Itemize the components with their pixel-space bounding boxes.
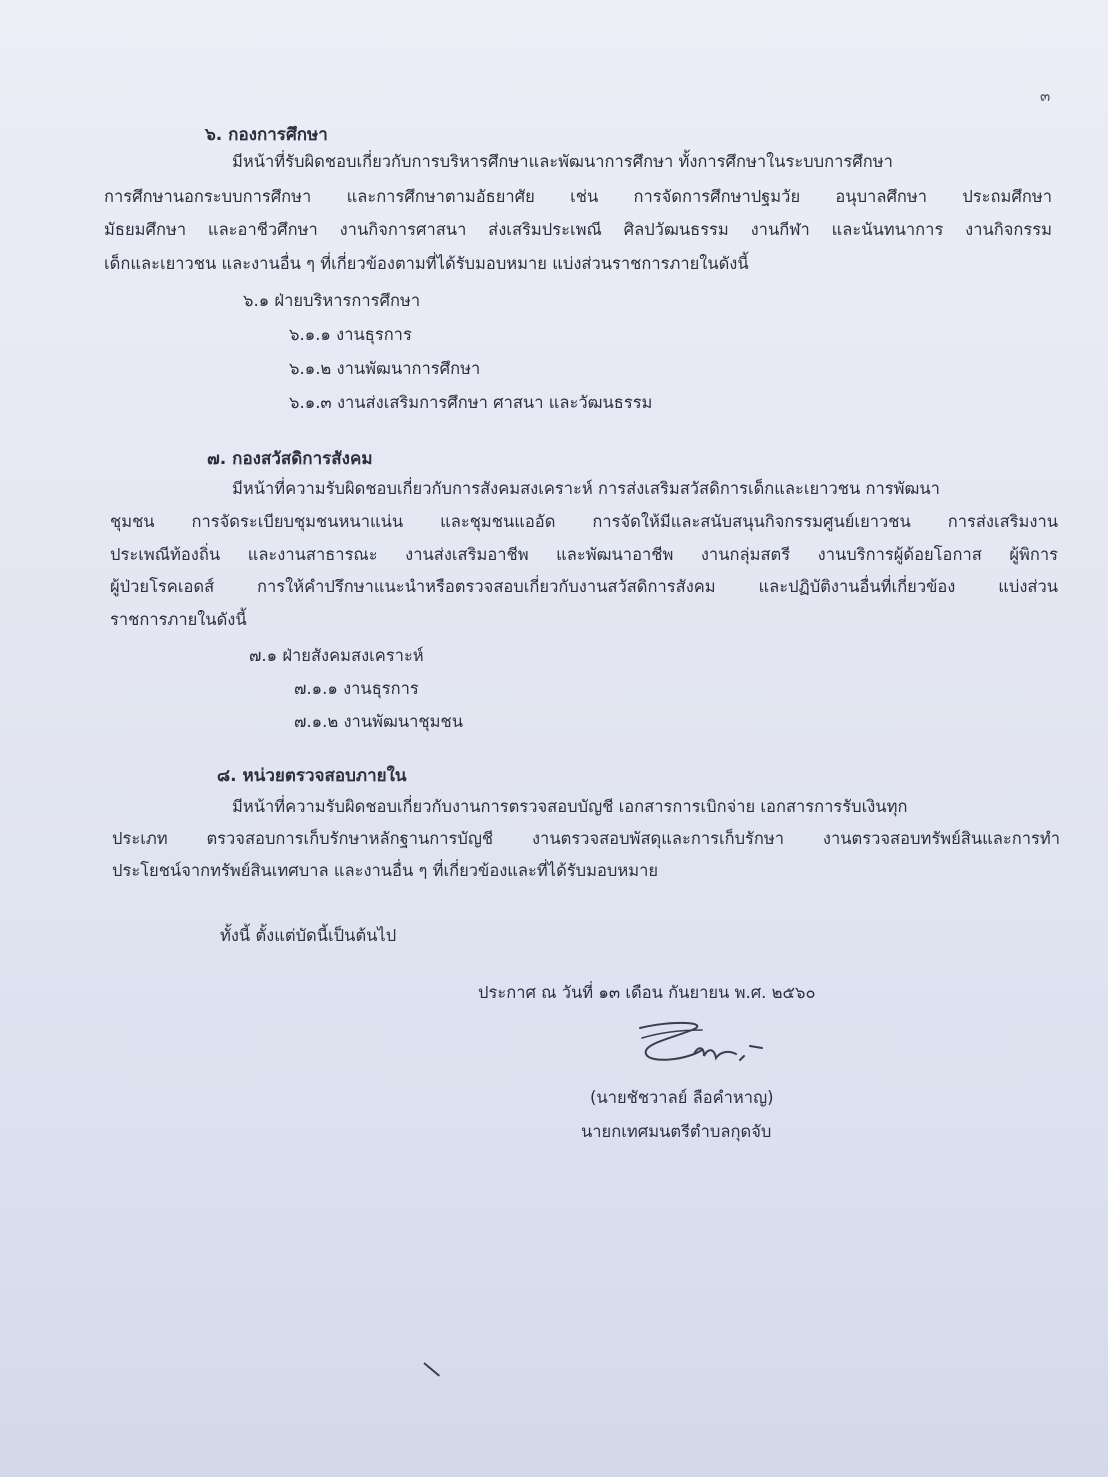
section-6-para-line-1: มีหน้าที่รับผิดชอบเกี่ยวกับการบริหารศึกษาและพัฒนาการศึกษา ทั้งการศึกษาในระบบการศึกษา — [232, 152, 893, 171]
section-6-item-2: ๖.๑.๒ งานพัฒนาการศึกษา — [289, 359, 481, 378]
closing-text: ทั้งนี้ ตั้งแต่บัดนี้เป็นต้นไป — [220, 926, 397, 945]
section-8-heading: ๘. หน่วยตรวจสอบภายใน — [217, 766, 407, 786]
section-7-sub-heading: ๗.๑ ฝ่ายสังคมสงเคราะห์ — [249, 646, 424, 665]
section-6-item-1: ๖.๑.๑ งานธุรการ — [289, 325, 412, 344]
section-6-heading: ๖. กองการศึกษา — [205, 125, 328, 145]
section-7-para-line-5: ราชการภายในดังนี้ — [110, 610, 247, 629]
handwritten-signature — [632, 1018, 792, 1074]
section-7-para-line-2: ชุมชน การจัดระเบียบชุมชนหนาแน่น และชุมชนแออัด การจัดให้มีและสนับสนุนกิจกรรมศูนย์เยาวชน การส่งเสริมงาน — [110, 512, 1058, 531]
section-7-para-line-3: ประเพณีท้องถิ่น และงานสาธารณะ งานส่งเสริมอาชีพ และพัฒนาอาชีพ งานกลุ่มสตรี งานบริการผู้ด้อยโอกาส ผู้พิการ — [110, 545, 1058, 564]
signer-title: นายกเทศมนตรีตำบลกุดจับ — [581, 1122, 772, 1141]
section-8-para-line-2: ประเภท ตรวจสอบการเก็บรักษาหลักฐานการบัญชี งานตรวจสอบพัสดุและการเก็บรักษา งานตรวจสอบทรัพย์สินและการทำ — [112, 829, 1060, 848]
announcement-date: ประกาศ ณ วันที่ ๑๓ เดือน กันยายน พ.ศ. ๒๕๖๐ — [478, 983, 816, 1002]
section-6-para-line-3: มัธยมศึกษา และอาชีวศึกษา งานกิจการศาสนา ส่งเสริมประเพณี ศิลปวัฒนธรรม งานกีฬา และนันทนาการ งานกิจกรรม — [104, 220, 1052, 239]
signer-name: (นายชัชวาลย์ ลือคำหาญ) — [590, 1088, 774, 1107]
section-7-para-line-1: มีหน้าที่ความรับผิดชอบเกี่ยวกับการสังคมสงเคราะห์ การส่งเสริมสวัสดิการเด็กและเยาวชน การพัฒนา — [232, 479, 940, 498]
section-8-para-line-1: มีหน้าที่ความรับผิดชอบเกี่ยวกับงานการตรวจสอบบัญชี เอกสารการเบิกจ่าย เอกสารการรับเงินทุก — [232, 797, 908, 816]
section-7-heading: ๗. กองสวัสดิการสังคม — [207, 449, 373, 469]
section-7-para-line-4: ผู้ป่วยโรคเอดส์ การให้คำปรึกษาแนะนำหรือตรวจสอบเกี่ยวกับงานสวัสดิการสังคม และปฏิบัติงานอื่นที่เกี่ยวข้อง แบ่งส่วน — [110, 577, 1058, 596]
section-6-para-line-2: การศึกษานอกระบบการศึกษา และการศึกษาตามอัธยาศัย เช่น การจัดการศึกษาปฐมวัย อนุบาลศึกษา ประถมศึกษา — [104, 187, 1052, 206]
stray-pen-mark — [423, 1362, 440, 1376]
section-6-item-3: ๖.๑.๓ งานส่งเสริมการศึกษา ศาสนา และวัฒนธรรม — [289, 393, 653, 412]
section-8-para-line-3: ประโยชน์จากทรัพย์สินเทศบาล และงานอื่น ๆ ที่เกี่ยวข้องและที่ได้รับมอบหมาย — [112, 861, 659, 880]
section-6-sub-heading: ๖.๑ ฝ่ายบริหารการศึกษา — [243, 291, 421, 310]
section-7-item-1: ๗.๑.๑ งานธุรการ — [294, 679, 419, 698]
section-6-para-line-4: เด็กและเยาวชน และงานอื่น ๆ ที่เกี่ยวข้องตามที่ได้รับมอบหมาย แบ่งส่วนราชการภายในดังนี้ — [104, 254, 749, 273]
page-number: ๓ — [1040, 87, 1051, 105]
section-7-item-2: ๗.๑.๒ งานพัฒนาชุมชน — [294, 712, 463, 731]
